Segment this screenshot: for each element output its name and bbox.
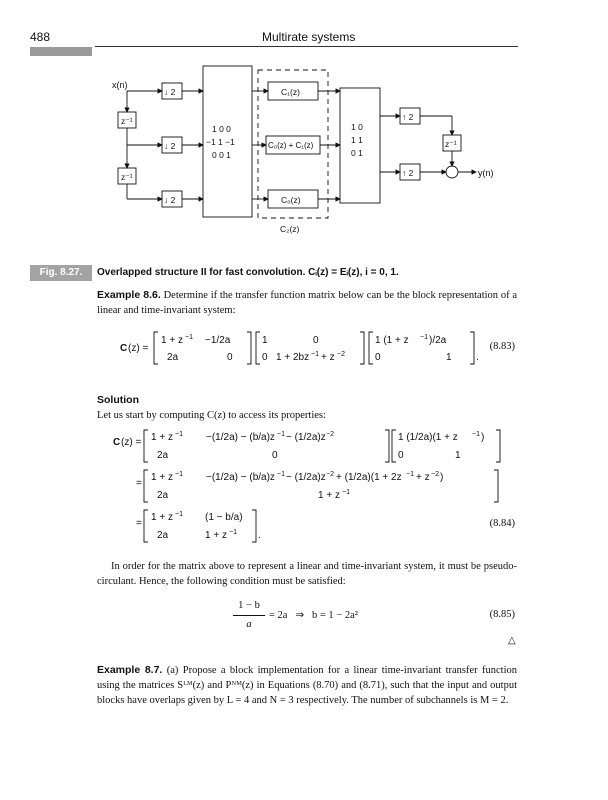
eq-8-85-rhs: = 2a ⇒ b = 1 − 2a² (269, 610, 358, 621)
svg-text:(z) =: (z) = (128, 343, 149, 354)
svg-text:1: 1 (446, 352, 452, 363)
svg-text:=: = (136, 478, 142, 489)
up-label-1: ↑ 2 (402, 112, 414, 122)
eq-8-85-denominator: a (246, 619, 252, 630)
svg-text:−1: −1 (185, 334, 193, 341)
svg-text:−1: −1 (175, 431, 183, 438)
solution-label: Solution (97, 394, 139, 406)
svg-text:1 (1 + z: 1 (1 + z (375, 335, 409, 346)
svg-text:2a: 2a (157, 450, 169, 461)
svg-text:−1: −1 (406, 471, 414, 478)
solution-intro: Let us start by computing C(z) to access its properties: (97, 410, 326, 421)
svg-text:(z) =: (z) = (121, 437, 142, 448)
svg-text:−1: −1 (229, 529, 237, 536)
delay-label-1: z⁻¹ (121, 116, 133, 126)
svg-text:0: 0 (375, 352, 381, 363)
figure-tag: Fig. 8.27. (30, 265, 92, 281)
matrix-right-row-3: 0 1 (351, 148, 363, 158)
svg-text:2a: 2a (157, 530, 169, 541)
svg-text:0: 0 (313, 335, 319, 346)
down-label-3: ↓ 2 (164, 195, 176, 205)
example-8-7-text: (a) Propose a block implementation for a linear time-invariant transfer function using the matrices Sᴸᴹ(z) and Pᴺᴹ(z) in Equations (8.70) and (8.71), such that the input and output blocks have overlaps given by L = 4 and N = 3 respectively. The number of subchannels is M = 2. (97, 665, 518, 706)
svg-text:C: C (113, 437, 121, 448)
example-8-7 (97, 663, 517, 708)
svg-text:−(1/2a) − (b/a)z: −(1/2a) − (b/a)z (206, 472, 275, 483)
example-8-6-text: Determine if the transfer function matrix below can be the block representation of a linear and time-invariant system: (97, 290, 518, 316)
svg-text:+ z: + z (416, 472, 430, 483)
svg-text:−1: −1 (277, 471, 285, 478)
svg-text:0: 0 (398, 450, 404, 461)
equation-8-83 (0, 328, 608, 368)
svg-text:): ) (481, 432, 485, 443)
svg-text:1 (1/2a)(1 + z: 1 (1/2a)(1 + z (398, 432, 458, 443)
matrix-right-row-2: 1 1 (351, 135, 363, 145)
matrix-left-row-3: 0 0 1 (212, 150, 231, 160)
svg-text:−1/2a: −1/2a (205, 335, 231, 346)
svg-text:−1: −1 (342, 489, 350, 496)
post-matrix-block (340, 88, 380, 203)
down-label-2: ↓ 2 (164, 141, 176, 151)
up-label-2: ↑ 2 (402, 168, 414, 178)
down-label-1: ↓ 2 (164, 87, 176, 97)
figure-caption: Overlapped structure II for fast convolution. Cᵢ(z) = Eᵢ(z), i = 0, 1. (97, 267, 399, 278)
svg-text:−2: −2 (337, 351, 345, 358)
svg-text:1 + 2bz: 1 + 2bz (276, 352, 310, 363)
svg-text:−1: −1 (420, 334, 428, 341)
filter-c0c1-label: C₀(z) + C₁(z) (268, 141, 314, 150)
c2-label: C₂(z) (280, 224, 300, 234)
eq-number-8-83: (8.83) (489, 341, 515, 352)
svg-text:1 + z: 1 + z (161, 335, 183, 346)
svg-text:−2: −2 (431, 471, 439, 478)
svg-text:1: 1 (262, 335, 268, 346)
svg-text:)/2a: )/2a (429, 335, 447, 346)
svg-text:−2: −2 (326, 431, 334, 438)
svg-text:C: C (120, 343, 128, 354)
svg-text:0: 0 (272, 450, 278, 461)
svg-text:−1: −1 (175, 511, 183, 518)
svg-text:−1: −1 (175, 471, 183, 478)
eq-8-85-fraction-bar (233, 615, 265, 616)
svg-text:−1: −1 (472, 431, 480, 438)
svg-text:− (1/2a)z: − (1/2a)z (286, 432, 326, 443)
eq-8-85-numerator: 1 − b (238, 600, 260, 611)
matrix-left-row-1: 1 0 0 (212, 124, 231, 134)
svg-text:1 + z: 1 + z (151, 432, 173, 443)
svg-text:+ z: + z (321, 352, 335, 363)
svg-text:=: = (136, 518, 142, 529)
svg-text:−(1/2a) − (b/a)z: −(1/2a) − (b/a)z (206, 432, 275, 443)
example-8-6-label: Example 8.6. (97, 289, 161, 301)
svg-text:1 + z: 1 + z (318, 490, 340, 501)
svg-text:.: . (258, 530, 261, 541)
equation-8-84 (0, 428, 608, 558)
svg-text:0: 0 (227, 352, 233, 363)
example-8-6 (97, 288, 517, 318)
solution-block (97, 393, 517, 423)
svg-text:.: . (476, 352, 479, 363)
svg-text:1 + z: 1 + z (151, 512, 173, 523)
svg-text:1 + z: 1 + z (205, 530, 227, 541)
svg-text:(1 − b/a): (1 − b/a) (205, 512, 243, 523)
end-of-example-mark: △ (508, 635, 516, 646)
adder-node (446, 166, 458, 178)
svg-text:−1: −1 (311, 351, 319, 358)
pseudo-circulant-paragraph: In order for the matrix above to represent a linear and time-invariant system, it must be pseudo-circulant. Hence, the following condition must be satisfied: (97, 561, 517, 587)
output-label: y(n) (478, 168, 494, 178)
svg-text:0: 0 (262, 352, 268, 363)
delay-label-2: z⁻¹ (121, 172, 133, 182)
block-diagram (0, 0, 608, 250)
filter-c1-label: C₁(z) (281, 87, 300, 97)
svg-text:−2: −2 (326, 471, 334, 478)
svg-text:): ) (440, 472, 444, 483)
example-8-7-label: Example 8.7. (97, 664, 163, 676)
eq-number-8-84: (8.84) (489, 518, 515, 529)
matrix-right-row-1: 1 0 (351, 122, 363, 132)
svg-text:1: 1 (455, 450, 461, 461)
filter-c0-label: C₀(z) (281, 195, 301, 205)
matrix-left-row-2: −1 1 −1 (206, 137, 235, 147)
page-number: 488 (30, 30, 51, 44)
svg-text:1 + z: 1 + z (151, 472, 173, 483)
svg-text:−1: −1 (277, 431, 285, 438)
svg-text:+ (1/2a)(1 + 2z: + (1/2a)(1 + 2z (336, 472, 402, 483)
svg-text:2a: 2a (167, 352, 179, 363)
running-title: Multirate systems (262, 30, 356, 44)
delay-label-3: z⁻¹ (445, 139, 457, 149)
input-label: x(n) (112, 80, 128, 90)
eq-number-8-85: (8.85) (489, 609, 515, 620)
svg-text:− (1/2a)z: − (1/2a)z (286, 472, 326, 483)
svg-text:2a: 2a (157, 490, 169, 501)
